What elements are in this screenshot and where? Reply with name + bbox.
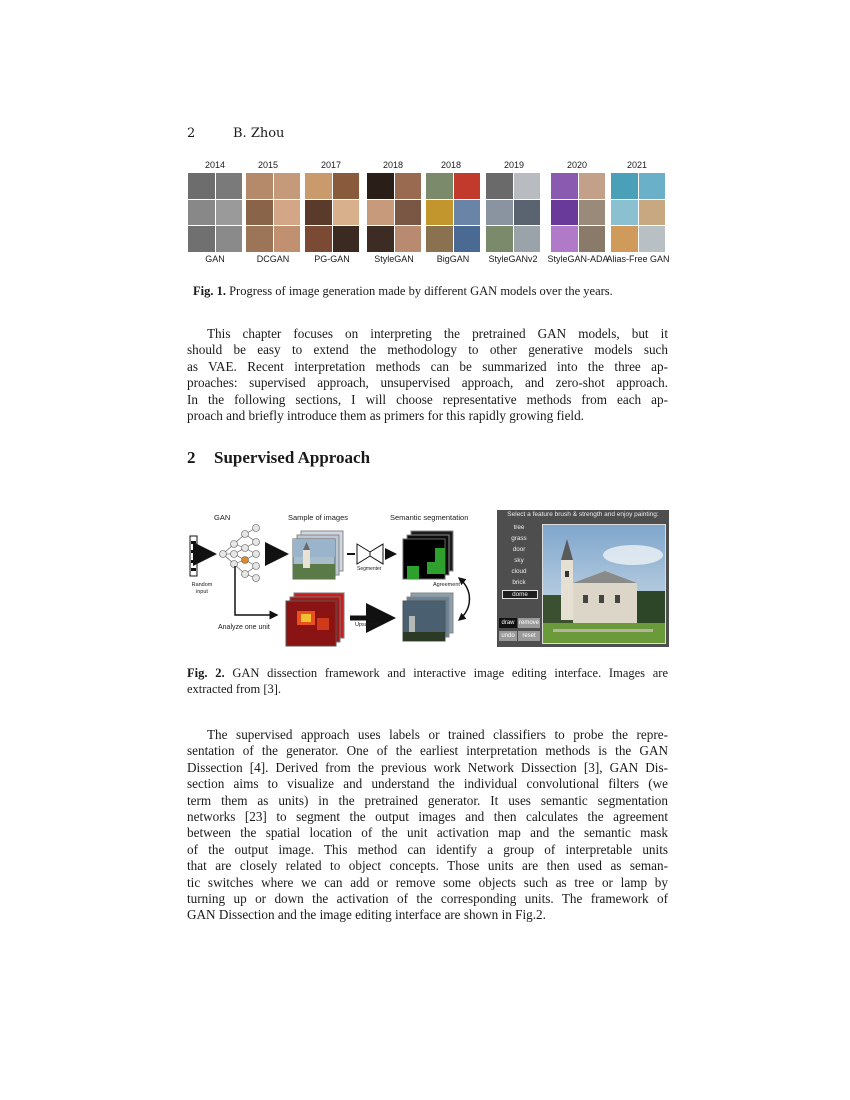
text-line: turning up or down the activation of the corresponding units. The framework of: [187, 890, 668, 906]
text-line: networks [23] to segment the output images and then calculates the agreement: [187, 808, 668, 824]
agreement-label: Agreement: [433, 582, 460, 588]
year-label: 2020: [566, 160, 588, 170]
brush-option-dome[interactable]: dome: [502, 590, 538, 599]
year-label: 2014: [204, 160, 226, 170]
draw-button[interactable]: draw: [499, 618, 517, 628]
text-line: that are closely related to object concepts. Those units are then used as seman-: [187, 858, 668, 874]
text-line: The supervised approach uses labels or trained classifiers to probe the repre-: [207, 727, 668, 742]
paragraph-intro: [187, 326, 668, 424]
model-label: GAN: [205, 254, 225, 264]
painting-canvas[interactable]: [542, 524, 666, 644]
brush-option-sky[interactable]: sky: [514, 557, 524, 564]
figure-1-caption-text: Progress of image generation made by different GAN models over the years.: [229, 284, 613, 298]
text-line: In the following sections, I will choose representative methods from each ap-: [187, 391, 668, 407]
random-input-vector: [190, 536, 197, 576]
segmenter-label: Segmenter: [357, 566, 382, 572]
model-label: DCGAN: [256, 254, 290, 264]
upsample-label: Upsample: [355, 622, 380, 628]
activation-heatmap: [286, 593, 344, 646]
remove-button[interactable]: remove: [518, 620, 539, 626]
section-heading: [187, 448, 370, 468]
text-line: GAN Dissection and the image editing interface are shown in Fig.2.: [187, 907, 546, 923]
year-label: 2018: [382, 160, 404, 170]
biggan-sample-tile: [426, 173, 480, 252]
random-input-label: Random input: [191, 582, 213, 595]
text-line: section aims to visualize and understand the individual convolutional filters (we: [187, 776, 668, 792]
alias-free-gan-sample-tile: [611, 173, 665, 252]
styleganv2-sample-tile: [486, 173, 540, 252]
analyze-unit-label: Analyze one unit: [218, 624, 270, 631]
figure-2-caption-label: Fig. 2.: [187, 666, 225, 680]
brush-option-brick[interactable]: brick: [512, 579, 526, 586]
sample-images-stack: [293, 531, 343, 579]
figure-2-caption: [187, 665, 668, 697]
model-label: StyleGAN: [374, 254, 414, 264]
text-line: tic switches where we can add or remove some objects such as tree or lamp by: [187, 874, 668, 890]
agreement-arrow: [459, 578, 470, 620]
text-line: as VAE. Recent interpretation methods can be summarized into the three ap-: [187, 358, 668, 374]
brush-option-door[interactable]: door: [512, 546, 526, 553]
year-label: 2015: [257, 160, 279, 170]
section-title: Supervised Approach: [214, 448, 371, 467]
model-label: BigGAN: [436, 254, 470, 264]
running-author: B. Zhou: [233, 126, 285, 141]
section-number: 2: [187, 448, 196, 467]
model-label: StyleGANv2: [488, 254, 538, 264]
pggan-sample-tile: [305, 173, 359, 252]
reset-button[interactable]: reset: [518, 631, 540, 641]
semantic-segmentation-label: Semantic segmentation: [390, 513, 469, 522]
text-line: should be easy to extend the methodology to other generative models such: [187, 342, 668, 358]
segmenter-icon: [357, 544, 383, 564]
stylegan-sample-tile: [367, 173, 421, 252]
text-line: proaches: supervised approach, unsupervised approach, and zero-shot approach.: [187, 375, 668, 391]
sample-images-label: Sample of images: [288, 513, 349, 522]
upsampled-overlay-stack: [403, 593, 453, 641]
text-line: of the output image. This method can identify a group of interpretable units: [187, 841, 668, 857]
text-line: This chapter focuses on interpreting the pretrained GAN models, but it: [207, 326, 668, 341]
text-line: sentation of the generator. One of the earliest interpretation methods is the GAN: [187, 743, 668, 759]
model-label: PG-GAN: [314, 254, 350, 264]
figure-1-caption-label: Fig. 1.: [193, 284, 226, 298]
figure-2-caption-line: extracted from [3].: [187, 682, 282, 696]
figure-1-caption: [193, 284, 613, 299]
dcgan-sample-tile: [246, 173, 300, 252]
model-label: Alias-Free GAN: [606, 254, 670, 264]
gan-label: GAN: [214, 513, 231, 522]
year-label: 2017: [320, 160, 342, 170]
text-line: between the spatial location of the unit activation map and the semantic mask: [187, 825, 668, 841]
year-label: 2018: [440, 160, 462, 170]
page-number: 2: [187, 126, 196, 141]
brush-option-grass[interactable]: grass: [511, 535, 527, 542]
year-label: 2019: [503, 160, 525, 170]
text-line: Dissection [4]. Derived from the previous work Network Dissection [3], GAN Dis-: [187, 759, 668, 775]
year-label: 2021: [626, 160, 648, 170]
figure-2: [187, 508, 667, 650]
text-line: term them as units) in the pretrained generator. It uses semantic segmentation: [187, 792, 668, 808]
painting-instructions: Select a feature brush & strength and enjoy painting:: [507, 511, 659, 518]
figure-2-caption-line: [187, 665, 668, 681]
figure-1: [187, 160, 670, 266]
painting-interface: [497, 510, 669, 647]
figure-2-caption-text: GAN dissection framework and interactive image editing interface. Images are: [232, 666, 669, 680]
text-line: proach and briefly introduce them as primers for this rapidly growing field.: [187, 407, 584, 423]
gan-sample-tile: [188, 173, 242, 252]
paragraph-supervised: [187, 727, 668, 924]
model-label: StyleGAN-ADA: [547, 254, 609, 264]
undo-button[interactable]: undo: [499, 631, 517, 641]
brush-option-tree[interactable]: tree: [513, 524, 525, 531]
brush-option-cloud[interactable]: cloud: [511, 568, 527, 575]
stylegan-ada-sample-tile: [551, 173, 605, 252]
segmentation-stack: [403, 531, 453, 579]
gan-network-icon: [220, 525, 260, 582]
